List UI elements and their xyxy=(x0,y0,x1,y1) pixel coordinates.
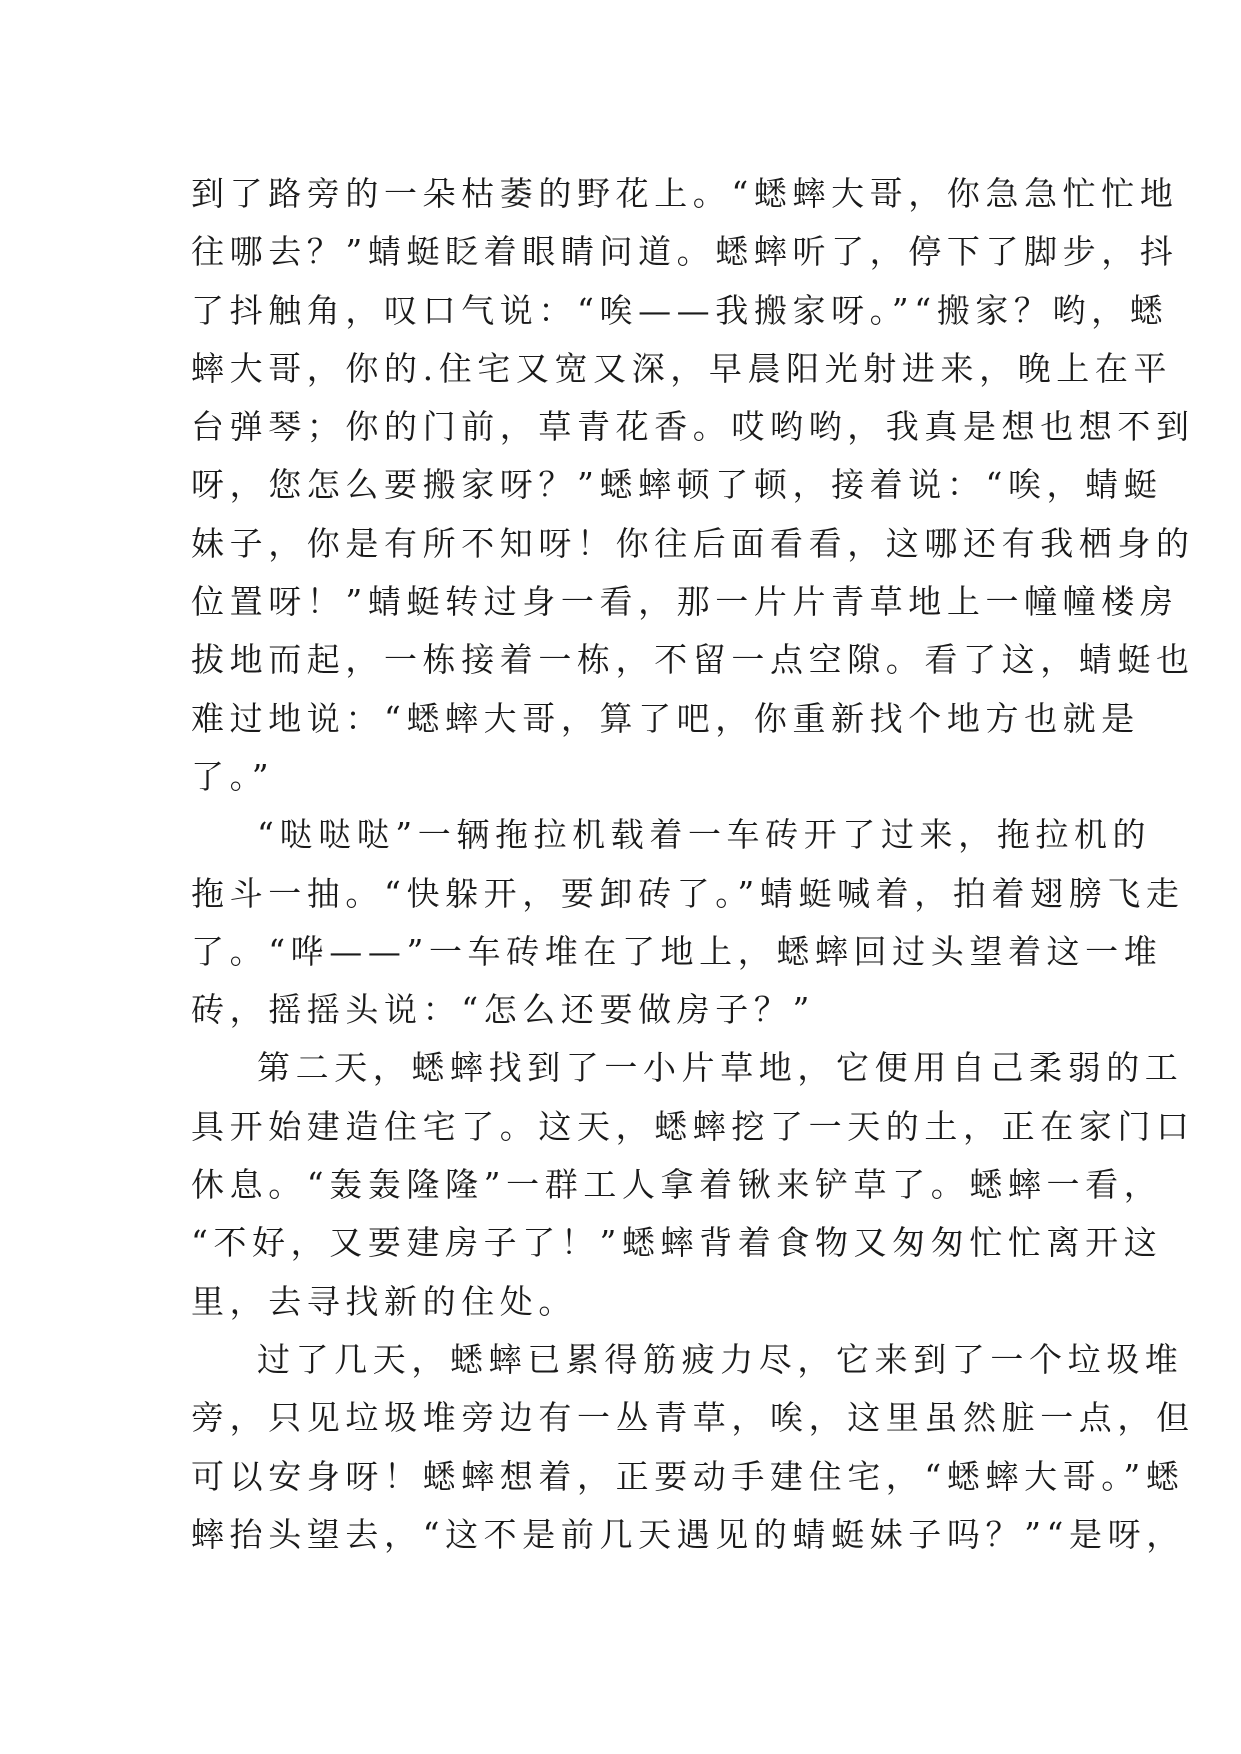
text-line: 呀，您怎么要搬家呀？”蟋蟀顿了顿，接着说：“唉，蜻蜓 xyxy=(191,465,1163,505)
text-line: 往哪去？”蜻蜓眨着眼睛问道。蟋蟀听了，停下了脚步，抖 xyxy=(191,232,1179,272)
paragraph-3 xyxy=(191,1039,1195,1330)
text-line: 过了几天，蟋蟀已累得筋疲力尽，它来到了一个垃圾堆 xyxy=(257,1339,1184,1379)
text-line: 难过地说：“蟋蟀大哥，算了吧，你重新找个地方也就是 xyxy=(191,698,1140,738)
text-line: 妹子，你是有所不知呀！你往后面看看，这哪还有我栖身的 xyxy=(191,523,1195,563)
paragraph-2 xyxy=(191,806,1185,1039)
text-line: “哒哒哒”一辆拖拉机载着一车砖开了过来，拖拉机的 xyxy=(257,815,1152,855)
text-line: 台弹琴；你的门前，草青花香。哎哟哟，我真是想也想不到 xyxy=(191,407,1195,447)
text-line: 了。” xyxy=(191,756,275,796)
text-line: 蟀大哥，你的.住宅又宽又深，早晨阳光射进来，晚上在平 xyxy=(191,348,1173,388)
text-line: 旁，只见垃圾堆旁边有一丛青草，唉，这里虽然脏一点，但 xyxy=(191,1398,1195,1438)
text-line: 拔地而起，一栋接着一栋，不留一点空隙。看了这，蜻蜓也 xyxy=(191,640,1195,680)
text-line: 到了路旁的一朵枯萎的野花上。“蟋蟀大哥，你急急忙忙地 xyxy=(191,174,1179,213)
text-line: 可以安身呀！蟋蟀想着，正要动手建住宅，“蟋蟀大哥。”蟋 xyxy=(191,1456,1185,1496)
text-line: 蟀抬头望去，“这不是前几天遇见的蜻蜓妹子吗？”“是呀， xyxy=(191,1514,1185,1554)
body-text xyxy=(191,165,1195,1564)
text-line: 砖，摇摇头说：“怎么还要做房子？” xyxy=(191,990,815,1030)
text-line: 休息。“轰轰隆隆”一群工人拿着锹来铲草了。蟋蟀一看， xyxy=(191,1165,1163,1205)
text-line: 拖斗一抽。“快躲开，要卸砖了。”蜻蜓喊着，拍着翅膀飞走 xyxy=(191,873,1185,913)
text-line: 具开始建造住宅了。这天，蟋蟀挖了一天的土，正在家门口 xyxy=(191,1106,1195,1146)
text-line: 位置呀！”蜻蜓转过身一看，那一片片青草地上一幢幢楼房 xyxy=(191,582,1179,622)
text-line: 里，去寻找新的住处。 xyxy=(191,1281,577,1321)
paragraph-1 xyxy=(191,165,1195,806)
text-line: “不好，又要建房子了！”蟋蟀背着食物又匆匆忙忙离开这 xyxy=(191,1223,1163,1263)
text-line: 第二天，蟋蟀找到了一小片草地，它便用自己柔弱的工 xyxy=(257,1048,1184,1088)
paragraph-4 xyxy=(191,1331,1195,1564)
text-line: 了。“哗——”一车砖堆在了地上，蟋蟀回过头望着这一堆 xyxy=(191,931,1163,971)
text-line: 了抖触角，叹口气说：“唉——我搬家呀。”“搬家？哟，蟋 xyxy=(191,290,1169,330)
